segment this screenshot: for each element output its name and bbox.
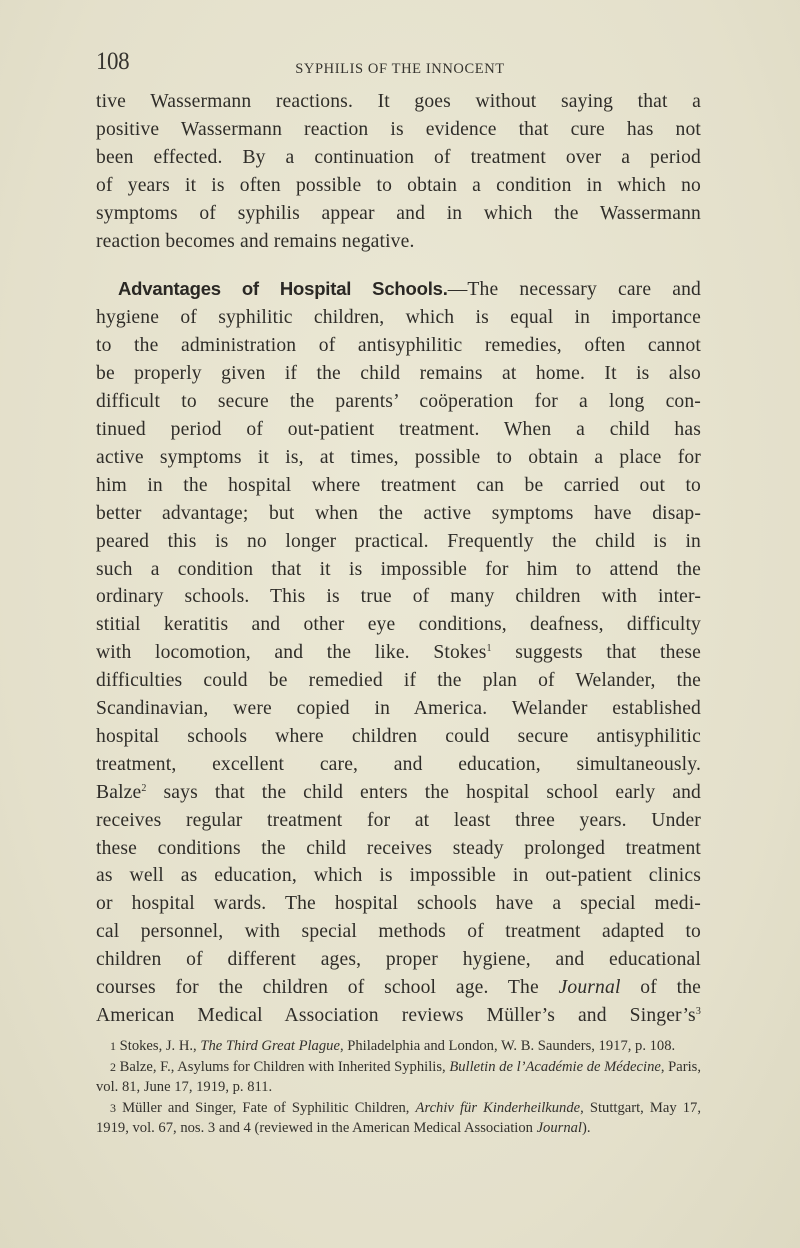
text-line: difficult to secure the parents’ coöperation for a long con- (96, 391, 701, 413)
body-text (96, 88, 701, 1030)
footnote-number: 3 (110, 1100, 116, 1115)
text-segment: of the (620, 977, 701, 999)
text-segment: , Stuttgart, May 17, 1919, vol. 67, nos. 3 and 4 (reviewed in the American Medical Association (96, 1099, 701, 1137)
running-title: SYPHILIS OF THE INNOCENT (295, 61, 505, 77)
text-line (96, 779, 701, 807)
text-line: hygiene of syphilitic children, which is equal in importance (96, 307, 701, 329)
cited-title: Journal (536, 1120, 582, 1137)
footnote-1 (96, 1036, 701, 1057)
text-line: cal personnel, with special methods of treatment adapted to (96, 921, 701, 943)
text-line: these conditions the child receives steady prolonged treatment (96, 837, 701, 859)
text-line: hospital schools where children could secure antisyphilitic (96, 725, 701, 747)
text-segment: , Philadelphia and London, W. B. Saunders, 1917, p. 108. (339, 1038, 676, 1054)
heading-continuation: —The necessary care and (447, 279, 701, 301)
text-line: to the administration of antisyphilitic remedies, often cannot (96, 335, 701, 357)
text-line: children of different ages, proper hygiene, and educational (96, 949, 701, 971)
text-segment: American Medical Association reviews Müller’s and Singer’s (96, 1005, 696, 1026)
cited-title: Archiv für Kinderheilkunde (415, 1099, 581, 1116)
text-segment: suggests that these (491, 642, 701, 664)
text-line: positive Wassermann reaction is evidence that cure has not (96, 118, 701, 140)
text-segment: ). (581, 1120, 591, 1137)
text-segment: , Paris, vol. 81, June 17, 1919, p. 811. (96, 1058, 701, 1096)
text-line: be properly given if the child remains at home. It is also (96, 363, 701, 385)
text-line: symptoms of syphilis appear and in which the Wassermann (96, 202, 701, 224)
text-segment: Balze (96, 781, 142, 803)
text-line (96, 974, 701, 1002)
text-segment: courses for the children of school age. The (96, 977, 559, 999)
text-line: Scandinavian, were copied in America. Welander established (96, 698, 701, 720)
text-line: stitial keratitis and other eye conditions, deafness, difficulty (96, 614, 701, 636)
cited-title: Bulletin de l’Académie de Médecine (449, 1058, 661, 1075)
text-line: been effected. By a continuation of treatment over a period (96, 146, 701, 168)
text-line: tive Wassermann reactions. It goes without saying that a (96, 91, 701, 112)
text-segment: Balze, F., Asylums for Children with Inherited Syphilis, (119, 1058, 450, 1075)
text-line: difficulties could be remedied if the plan of Welander, the (96, 670, 701, 692)
footnote-ref-1[interactable]: 1 (486, 643, 492, 655)
text-line: such a condition that it is impossible for him to attend the (96, 558, 701, 580)
text-line: receives regular treatment for at least three years. Under (96, 809, 701, 831)
text-segment: says that the child enters the hospital school early and (146, 781, 701, 803)
footnote-2 (96, 1057, 701, 1098)
footnote-number: 1 (110, 1039, 116, 1053)
text-line: him in the hospital where treatment can be carried out to (96, 474, 701, 496)
section-heading: Advantages of Hospital Schools. (118, 278, 448, 300)
text-line: peared this is no longer practical. Frequently the child is in (96, 530, 701, 552)
text-line: ordinary schools. This is true of many children with inter- (96, 586, 701, 608)
text-line: better advantage; but when the active symptoms have disap- (96, 502, 701, 524)
text-line: treatment, excellent care, and education, simultaneously. (96, 753, 701, 775)
text-line: or hospital wards. The hospital schools have a special medi- (96, 893, 701, 915)
text-segment: Müller and Singer, Fate of Syphilitic Children, (122, 1099, 416, 1116)
text-segment: with locomotion, and the like. Stokes (96, 642, 487, 664)
text-line: tinued period of out-patient treatment. When a child has (96, 418, 701, 440)
journal-title: Journal (558, 977, 621, 999)
footnote-ref-3[interactable]: 3 (695, 1006, 701, 1017)
footnote-3 (96, 1098, 701, 1139)
text-segment: Stokes, J. H., (119, 1038, 201, 1054)
text-line (96, 639, 701, 667)
text-line: active symptoms it is, at times, possible to obtain a place for (96, 446, 701, 468)
footnote-number: 2 (110, 1059, 116, 1074)
page-number: 108 (96, 48, 130, 75)
text-line: reaction becomes and remains negative. (96, 230, 415, 252)
text-line: as well as education, which is impossible in out-patient clinics (96, 865, 701, 887)
text-line (96, 1002, 701, 1030)
running-head (96, 48, 701, 78)
footnotes (96, 1036, 701, 1139)
paragraph-1 (96, 88, 701, 255)
footnote-ref-2[interactable]: 2 (141, 782, 147, 794)
paragraph-2 (96, 275, 701, 1029)
cited-title: The Third Great Plague (200, 1038, 340, 1054)
text-line (96, 275, 701, 304)
text-line: of years it is often possible to obtain a condition in which no (96, 174, 701, 196)
